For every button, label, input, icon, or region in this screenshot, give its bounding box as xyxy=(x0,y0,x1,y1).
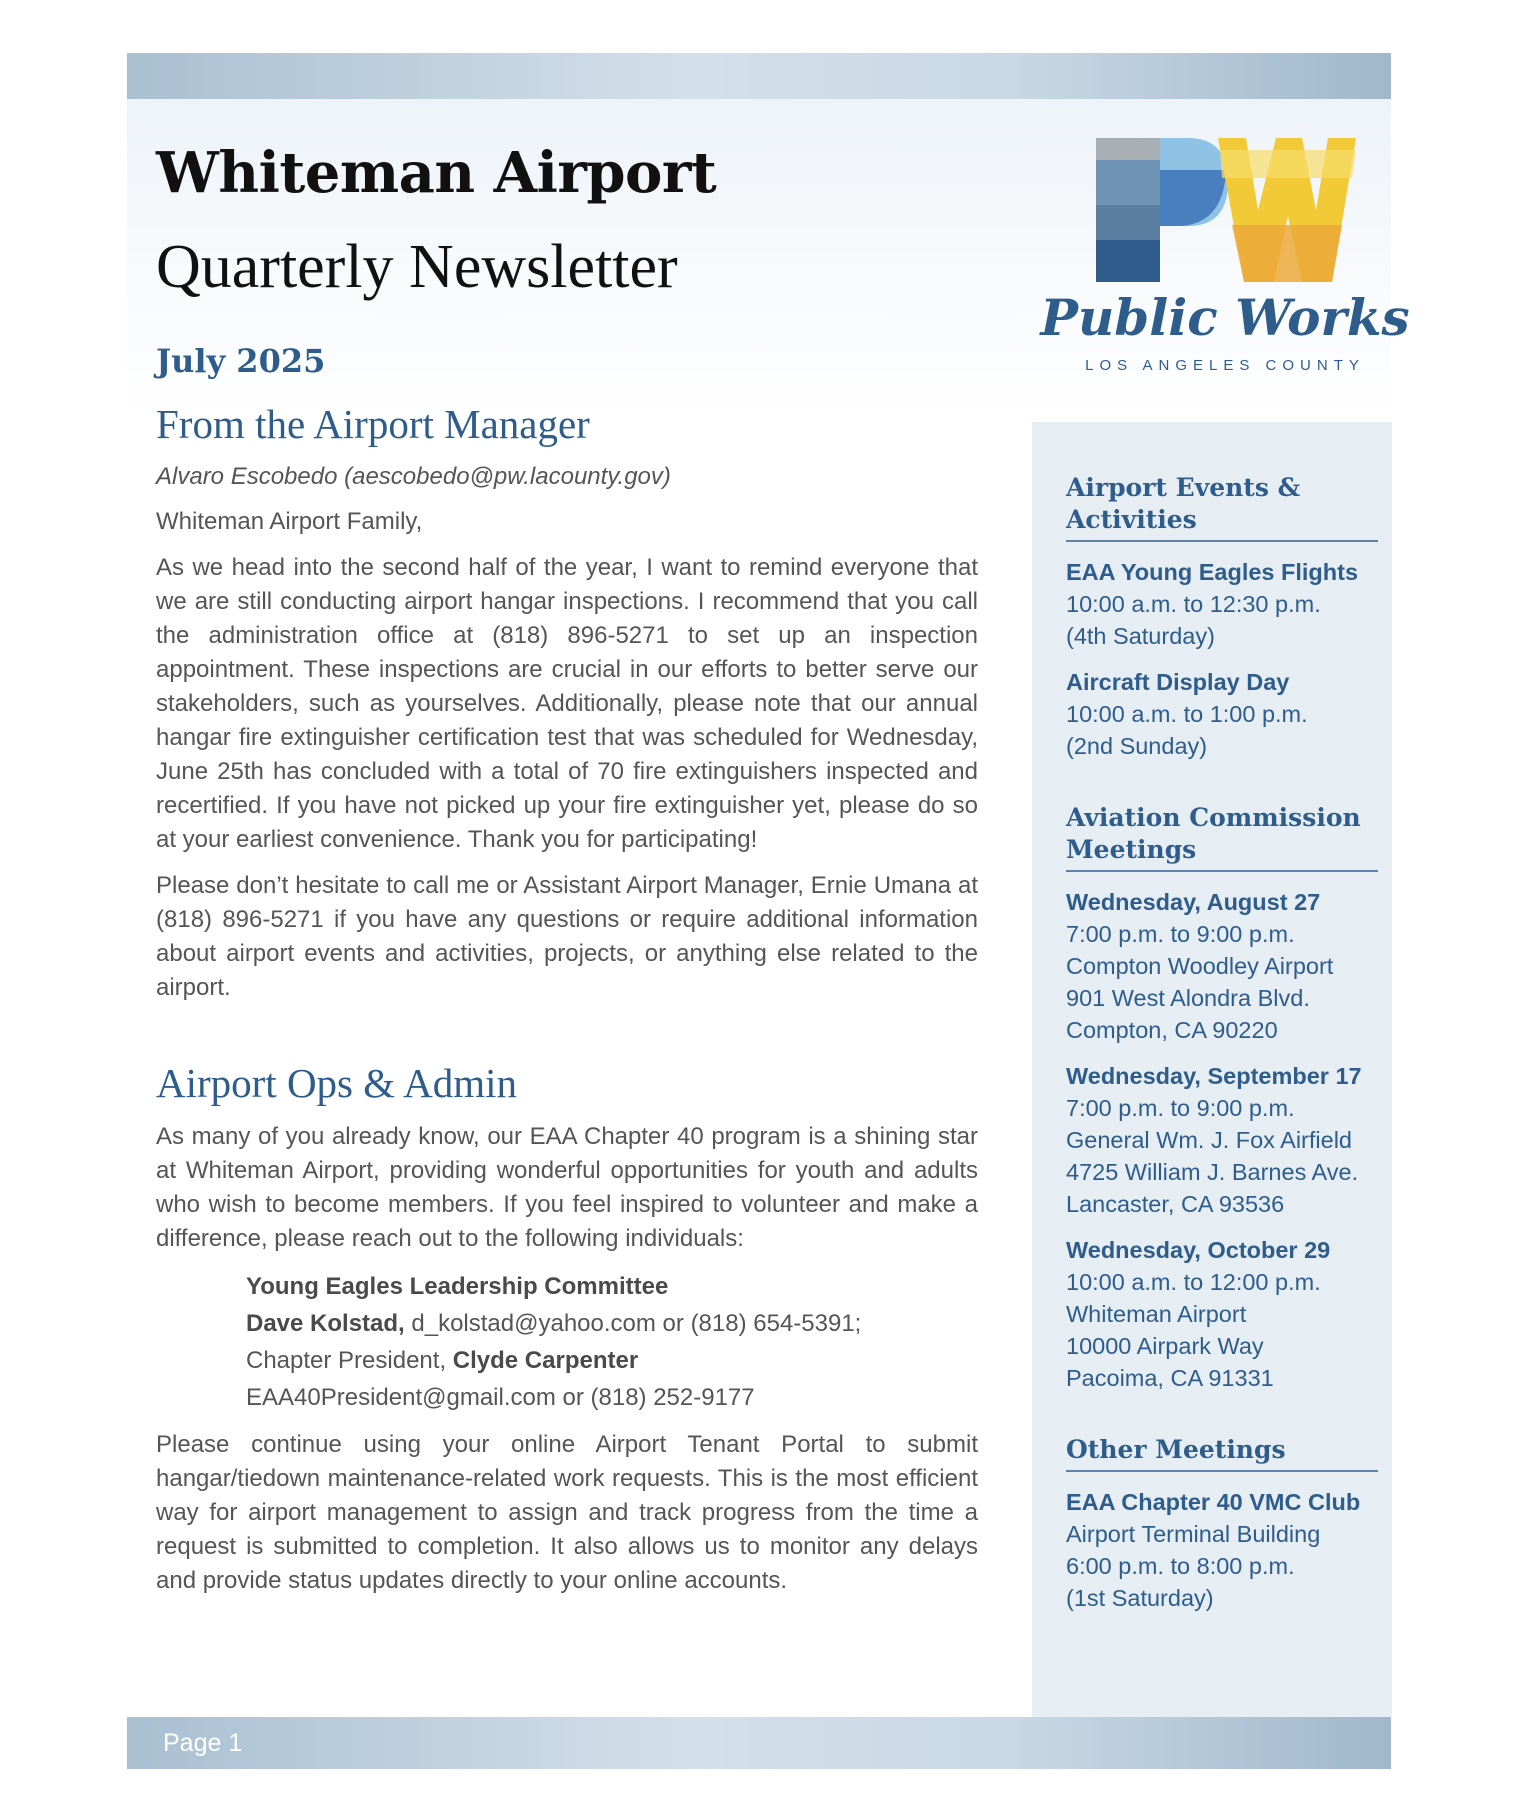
sidebar-heading-other: Other Meetings xyxy=(1066,1434,1378,1472)
issue-date: July 2025 xyxy=(156,342,326,380)
public-works-logo xyxy=(1040,130,1410,380)
meeting-date: Wednesday, October 29 xyxy=(1066,1237,1331,1263)
meeting-line: General Wm. J. Fox Airfield xyxy=(1066,1127,1352,1153)
page-number: Page 1 xyxy=(163,1729,243,1757)
logo-name: Public Works xyxy=(1040,288,1410,347)
pw-logo-mark xyxy=(1096,138,1356,282)
meeting-line: Compton, CA 90220 xyxy=(1066,1017,1278,1043)
other-meeting-line: Airport Terminal Building xyxy=(1066,1521,1321,1547)
top-band xyxy=(127,53,1391,99)
manager-byline: Alvaro Escobedo (aescobedo@pw.lacounty.gov) xyxy=(156,463,671,491)
greeting: Whiteman Airport Family, xyxy=(156,508,423,536)
meeting-line: 901 West Alondra Blvd. xyxy=(1066,985,1310,1011)
newsletter-title: Whiteman Airport xyxy=(156,140,717,206)
event-line: (2nd Sunday) xyxy=(1066,733,1208,759)
newsletter-subtitle: Quarterly Newsletter xyxy=(156,233,678,301)
meeting-line: 7:00 p.m. to 9:00 p.m. xyxy=(1066,1095,1295,1121)
sidebar-heading-commission: Aviation Commission Meetings xyxy=(1066,802,1378,872)
committee-name: Young Eagles Leadership Committee xyxy=(246,1273,669,1301)
ops-paragraph-2: Please continue using your online Airport Tenant Portal to submit hangar/tiedown maintenance-related work requests. This is the most efficient way for airport management to assign and track progress from the time a request is submitted to completion. It also allows us to monitor any delays and provide status updates directly to your online accounts. xyxy=(156,1431,978,1595)
meeting-item xyxy=(1066,1060,1378,1220)
meeting-line: 7:00 p.m. to 9:00 p.m. xyxy=(1066,921,1295,947)
manager-paragraph-1: As we head into the second half of the year, I want to remind everyone that we are still conducting airport hangar inspections. I recommend that you call the administration office at (818) 896-5271 to set up an inspection appointment. These inspections are crucial in our efforts to better serve our stakeholders, such as yourselves. Additionally, please note that our annual hangar fire extinguisher certification test that was scheduled for Wednesday, June 25th has concluded with a total of 70 fire extinguishers inspected and recertified. If you have not picked up your fire extinguisher yet, please do so at your earliest convenience. Thank you for participating! xyxy=(156,554,978,854)
sidebar-heading-events: Airport Events & Activities xyxy=(1066,472,1378,542)
other-meeting-line: (1st Saturday) xyxy=(1066,1585,1214,1611)
meeting-line: Compton Woodley Airport xyxy=(1066,953,1334,979)
event-title: EAA Young Eagles Flights xyxy=(1066,559,1359,585)
logo-subtitle: LOS ANGELES COUNTY xyxy=(1085,357,1365,374)
footer-band xyxy=(127,1717,1391,1769)
meeting-item xyxy=(1066,886,1378,1046)
event-line: 10:00 a.m. to 1:00 p.m. xyxy=(1066,701,1308,727)
event-title: Aircraft Display Day xyxy=(1066,669,1290,695)
sidebar xyxy=(1032,422,1392,1717)
other-meeting-item xyxy=(1066,1486,1378,1614)
section-heading-manager: From the Airport Manager xyxy=(156,401,590,447)
contact-list xyxy=(246,1268,978,1416)
event-item xyxy=(1066,666,1378,762)
event-line: (4th Saturday) xyxy=(1066,623,1215,649)
meeting-line: Lancaster, CA 93536 xyxy=(1066,1191,1285,1217)
meeting-line: 10:00 a.m. to 12:00 p.m. xyxy=(1066,1269,1321,1295)
event-item xyxy=(1066,556,1378,652)
meeting-date: Wednesday, September 17 xyxy=(1066,1063,1362,1089)
meeting-item xyxy=(1066,1234,1378,1394)
contact-2-role: Chapter President, xyxy=(246,1347,453,1375)
contact-2-name: Clyde Carpenter xyxy=(452,1347,639,1375)
contact-2-details: EAA40President@gmail.com or (818) 252-9177 xyxy=(246,1384,755,1412)
contact-1-name: Dave Kolstad, xyxy=(246,1310,405,1338)
event-line: 10:00 a.m. to 12:30 p.m. xyxy=(1066,591,1321,617)
contact-1-details: d_kolstad@yahoo.com or (818) 654-5391; xyxy=(404,1310,862,1338)
meeting-line: Whiteman Airport xyxy=(1066,1301,1247,1327)
other-meeting-line: 6:00 p.m. to 8:00 p.m. xyxy=(1066,1553,1295,1579)
ops-paragraph-1: As many of you already know, our EAA Chapter 40 program is a shining star at Whiteman Airport, providing wonderful opportunities for youth and adults who wish to become members. If you feel inspired to volunteer and make a difference, please reach out to the following individuals: xyxy=(156,1123,978,1253)
meeting-line: 4725 William J. Barnes Ave. xyxy=(1066,1159,1359,1185)
other-meeting-title: EAA Chapter 40 VMC Club xyxy=(1066,1489,1361,1515)
section-heading-ops: Airport Ops & Admin xyxy=(156,1060,518,1107)
meeting-date: Wednesday, August 27 xyxy=(1066,889,1321,915)
meeting-line: 10000 Airpark Way xyxy=(1066,1333,1264,1359)
main-column xyxy=(156,400,978,1610)
meeting-line: Pacoima, CA 91331 xyxy=(1066,1365,1274,1391)
manager-paragraph-2: Please don’t hesitate to call me or Assistant Airport Manager, Ernie Umana at (818) 896-5271 if you have any questions or require additional information about airport events and activities, projects, or anything else related to the airport. xyxy=(156,872,978,1002)
